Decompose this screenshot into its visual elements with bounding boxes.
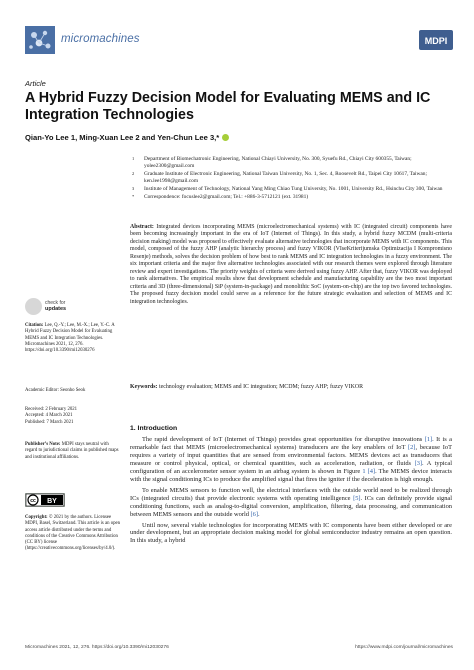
keywords [130, 384, 452, 391]
reference-link[interactable]: [5] [353, 494, 361, 502]
keywords-text: technology evaluation; MEMS and IC integration; MCDM; fuzzy AHP; fuzzy VIKOR [158, 384, 364, 390]
citation-label: Citation: [25, 323, 44, 328]
orcid-icon[interactable] [222, 134, 229, 141]
citation-block [25, 323, 121, 354]
page-footer [25, 645, 453, 650]
affiliation-text: Graduate Institute of Electronic Engineering, National Taiwan University, No. 1, Sec. 4, Roosevelt Rd., Taipei City 10617, Taiwan; ken.lee1998@gmail.com [144, 171, 427, 185]
affiliation-item [130, 171, 450, 186]
cc-by-text: BY [47, 498, 57, 505]
abstract [130, 224, 452, 306]
received-date: Received: 2 February 2021 [25, 407, 78, 412]
publisher-note [25, 442, 121, 461]
svg-text:cc: cc [30, 498, 36, 504]
reference-link[interactable]: [4] [367, 467, 376, 475]
citation-text: Lee, Q.-Y.; Lee, M.-X.; Lee, Y.-C. A Hybrid Fuzzy Decision Model for Evaluating MEMS and IC Integration Technologies. Micromachines 2021, 12, 276. https://doi.org/10.3390/mi12030276 [25, 323, 115, 354]
check-updates-icon [25, 298, 42, 315]
affiliation-text: Institute of Management of Technology, National Yang Ming Chiao Tung University, No. 1001, University Rd., Hsinchu City 300, Taiwan [144, 186, 443, 193]
authors-text: Qian-Yo Lee 1, Ming-Xuan Lee 2 and Yen-Chun Lee 3,* [25, 133, 220, 142]
affiliations [130, 156, 450, 202]
affiliation-number: * [132, 193, 135, 199]
academic-editor: Academic Editor: Seonho Seok [25, 388, 86, 393]
check-updates-line2: updates [45, 306, 67, 312]
published-date: Published: 7 March 2021 [25, 419, 74, 425]
paragraph [130, 522, 452, 546]
mdpi-logo-text: MDPI [424, 36, 448, 46]
dates-block [25, 407, 121, 426]
figure-link[interactable]: 1 [362, 467, 366, 475]
introduction-body [130, 436, 452, 548]
abstract-text: Integrated devices incorporating MEMS (microelectromechanical systems) with IC (integrated circuit) components have been becoming increasingly important in the era of IoT (Internet of Things). In this study, a hybrid fuzzy MCDM (multi-criteria decision making) model was proposed to effectively evaluate alternative technologies that incorporate MEMS with IC components. This model, composed of the fuzzy AHP (analytic hierarchy process) and fuzzy VIKOR (VIseKriterijumska Optimizacija I Kompromisno Resenje) methods, solves the decision problem of how best to rank MEMS and IC integration technologies in a fuzzy environment. The six important criteria and the major five alternative technologies associated with our research themes were explored through literature review and expert investigations. The priority weights of criteria were derived using fuzzy AHP. After that, fuzzy VIKOR was deployed to rank alternatives. The empirical results show that development schedule and manufacturing capability are the two most important criteria and 3D (three-dimensional) SiP (system-in-package) and monolithic SoC (system-on-chip) are the top two favored technologies. The proposed fuzzy decision model could serve as a reference for the future strategic evaluation and selection of MEMS and IC integration technologies. [130, 224, 452, 305]
text-run: . It is a remarkable fact that MEMS (microelectromechanical systems) transducers are the key enablers of IoT [130, 436, 452, 451]
paragraph [130, 487, 452, 519]
reference-link[interactable]: [3] [414, 459, 423, 467]
footer-citation: Micromachines 2021, 12, 276. https://doi.org/10.3390/mi12030276 [25, 645, 169, 650]
text-run: . ICs can definitely provide signal conditioning functions, such as analog-to-digital conversion, amplification, filtering, data processing, and communication between MEMS sensors and the outside world [130, 494, 452, 518]
affiliation-number: 2 [132, 171, 135, 177]
text-run: , because IoT requires a variety of input quantities that are sensed from environmental factors. MEMS devices act as transducers that measure or control physical, optical, or chemical quantities, such as acceleration, radiation, or fluids [130, 443, 452, 467]
check-updates-line1: check for [45, 300, 66, 306]
reference-link[interactable]: [6] [250, 510, 258, 518]
page-header [25, 26, 453, 56]
affiliation-text: Department of Biomechatronic Engineering, National Chiayi University, No. 300, Syuefu Rd., Chiayi City 600355, Taiwan; yolee2300@gmail.com [144, 156, 412, 170]
copyright-block [25, 515, 121, 553]
journal-logo-icon [25, 26, 55, 54]
mdpi-logo-icon [419, 30, 453, 50]
text-run: To enable MEMS sensors to function well, the electrical interfaces with the outside world need to be realized through ICs (integrated circuits) that provide electronic systems with operating intelligence [130, 486, 452, 502]
copyright-label: Copyright: [25, 515, 48, 520]
publisher-note-label: Publisher’s Note: [25, 442, 61, 447]
paper-title: A Hybrid Fuzzy Decision Model for Evaluating MEMS and IC Integration Technologies [25, 90, 431, 123]
journal-name: micromachines [61, 33, 140, 45]
text-run: . The MEMS device interacts with the signal conditioning ICs to produce the amplified signal that fires the igniter if the deceleration is high enough. [130, 467, 452, 483]
abstract-label: Abstract: [130, 224, 154, 230]
affiliation-item [130, 194, 450, 201]
text-run: . A typical configuration of an accelerometer sensor system in an airbag system is shown in Figure [130, 459, 452, 475]
copyright-text: © 2021 by the authors. Licensee MDPI, Basel, Switzerland. This article is an open access article distributed under the terms and conditions of the Creative Commons Attribution (CC BY) license (https://creativecommons.org/licenses/by/4.0/). [25, 515, 121, 552]
publisher-note-text: MDPI stays neutral with regard to jurisdictional claims in published maps and institutional affiliations. [25, 442, 119, 460]
text-run: Until now, several viable technologies for incorporating MEMS with IC components have been either developed or are under development, but an appropriate decision making model for global semiconductor industry remains an open question. In this study, a hybrid [130, 521, 452, 545]
reference-link[interactable]: [1] [424, 436, 433, 443]
footer-journal-link[interactable]: https://www.mdpi.com/journal/micromachines [355, 645, 453, 650]
keywords-label: Keywords: [130, 384, 158, 390]
text-run: The rapid development of IoT (Internet of Things) provides great opportunities for disruptive innovations [142, 436, 425, 443]
text-run: . [257, 510, 260, 518]
affiliation-item [130, 156, 450, 171]
affiliation-item [130, 186, 450, 193]
section-heading: 1. Introduction [130, 425, 178, 432]
author-list [25, 133, 229, 142]
cc-license-icon[interactable] [25, 493, 65, 507]
paragraph [130, 436, 452, 484]
affiliation-text: Correspondence: focuslee2@gmail.com; Tel.: +886-3-5712121 (ext. 31981) [144, 193, 309, 200]
affiliation-number: 1 [132, 156, 135, 161]
article-type: Article [25, 79, 46, 88]
check-for-updates-button[interactable] [25, 296, 75, 320]
reference-link[interactable]: [2] [407, 443, 416, 451]
affiliation-number: 3 [132, 186, 135, 192]
check-updates-label [45, 300, 66, 312]
accepted-date: Accepted: 4 March 2021 [25, 413, 73, 419]
